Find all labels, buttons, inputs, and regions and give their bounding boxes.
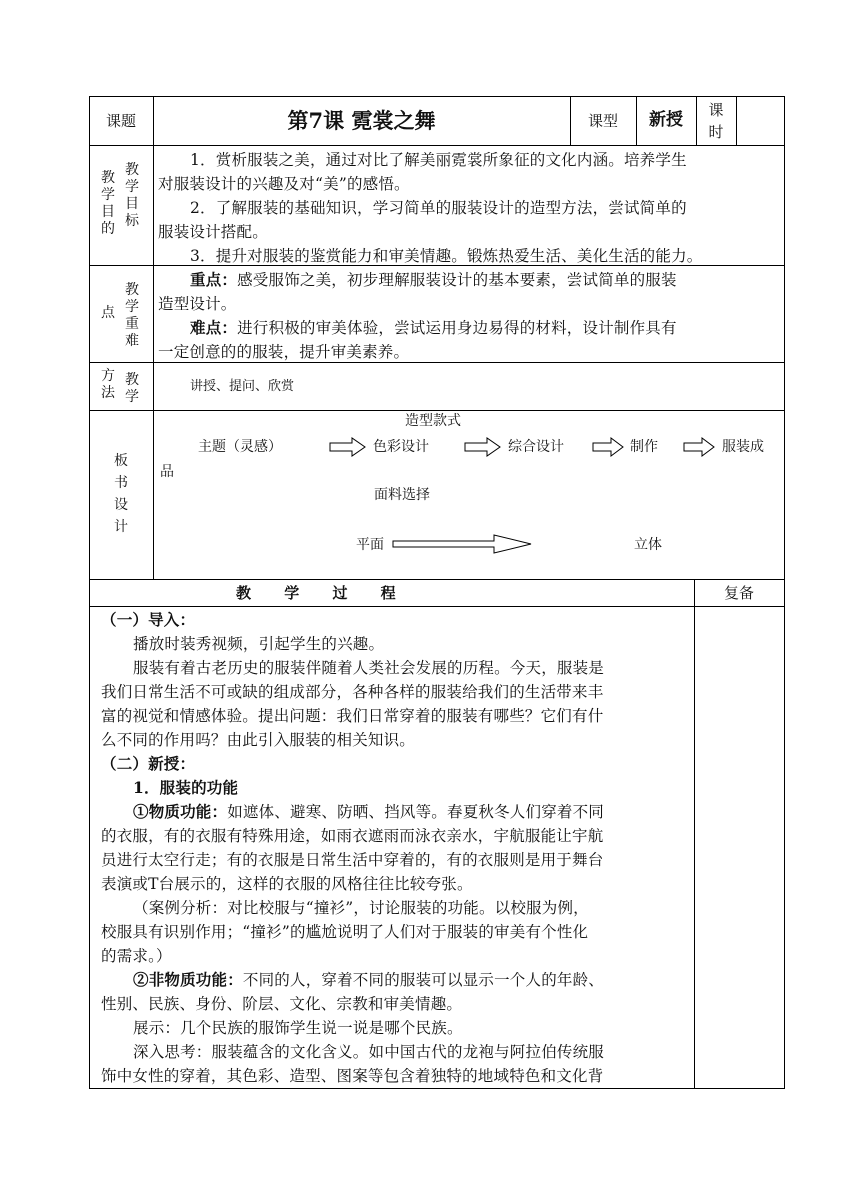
type-label: 课型 xyxy=(587,112,618,130)
process-body xyxy=(89,606,694,1088)
arrow-flat-to-solid xyxy=(393,535,531,553)
process-line: 员进行太空行走；有的衣服是日常生活中穿着的，有的衣服则是用于舞台 xyxy=(101,851,604,869)
table-border-top xyxy=(89,96,785,97)
subsection-function-heading: 1．服装的功能 xyxy=(133,778,239,797)
objective-line-4: 服装设计搭配。 xyxy=(158,223,268,241)
process-line: 表演或T台展示的，这样的衣服的风格往往比较夸张。 xyxy=(101,875,473,893)
objective-line-2: 对服装设计的兴趣及对“美”的感悟。 xyxy=(158,175,410,193)
arrow-3 xyxy=(593,438,623,456)
hard-point-label: 难点： xyxy=(190,318,238,337)
methods-label-left: 方法 xyxy=(101,368,115,401)
process-line: 深入思考：服装蕴含的文化含义。如中国古代的龙袍与阿拉伯传统服 xyxy=(133,1043,605,1061)
section-new-heading: （二）新授： xyxy=(101,754,196,773)
board-step-finished: 服装成 xyxy=(722,439,764,455)
key-point-line-1 xyxy=(190,268,677,292)
process-line xyxy=(133,968,604,992)
keypoints-label-left: 点 xyxy=(101,305,115,321)
process-line: 么不同的作用吗？由此引入服装的相关知识。 xyxy=(101,731,416,749)
board-label: 板书设计 xyxy=(114,453,128,535)
label-column-divider xyxy=(153,96,154,580)
hard-point-line-2: 一定创意的的服装，提升审美素养。 xyxy=(158,343,410,361)
material-function-label: ①物质功能： xyxy=(133,802,228,821)
board-flat: 平面 xyxy=(356,537,384,553)
objective-line-3: 2．了解服装的基础知识，学习简单的服装设计的造型方法，尝试简单的 xyxy=(190,199,687,217)
table-border-bottom xyxy=(89,1088,785,1089)
process-line: 校服具有识别作用；“撞衫”的尴尬说明了人们对于服装的审美有个性化 xyxy=(101,923,589,941)
nonmaterial-function-label: ②非物质功能： xyxy=(133,970,243,989)
nonmaterial-function-text: 不同的人，穿着不同的服装可以显示一个人的年龄、 xyxy=(242,971,605,989)
key-point-text: 感受服饰之美，初步理解服装设计的基本要素，尝试简单的服装 xyxy=(237,271,677,289)
topic-label: 课题 xyxy=(105,112,136,130)
process-line: 播放时装秀视频，引起学生的兴趣。 xyxy=(133,635,385,653)
methods-value: 讲授、提问、欣赏 xyxy=(190,379,295,394)
lesson-title: 第7课 霓裳之舞 xyxy=(287,108,436,133)
objective-line-5: 3．提升对服装的鉴赏能力和审美情趣。锻炼热爱生活、美化生活的能力。 xyxy=(190,247,703,265)
keypoints-label-right: 教学重难 xyxy=(125,282,139,349)
process-line: 性别、民族、身份、阶层、文化、宗教和审美情趣。 xyxy=(101,995,463,1013)
board-step-theme: 主题（灵感） xyxy=(198,439,282,455)
header-divider-3 xyxy=(696,96,697,146)
process-line: 服装有着古老历史的服装伴随着人类社会发展的历程。今天，服装是 xyxy=(133,659,605,677)
process-line xyxy=(133,800,604,824)
hours-label: 课时 xyxy=(708,101,724,141)
objective-line-1: 1．赏析服装之美，通过对比了解美丽霓裳所象征的文化内涵。培养学生 xyxy=(190,151,687,169)
process-line: 饰中女性的穿着，其色彩、造型、图案等包含着独特的地域特色和文化背 xyxy=(101,1067,604,1085)
process-line: 我们日常生活不可或缺的组成部分，各种各样的服装给我们的生活带来丰 xyxy=(101,683,604,701)
board-step-color: 色彩设计 xyxy=(373,439,429,455)
arrow-4 xyxy=(684,438,714,456)
board-top-note: 造型款式 xyxy=(405,413,461,429)
key-point-line-2: 造型设计。 xyxy=(158,295,237,313)
process-line: 展示：几个民族的服饰学生说一说是哪个民族。 xyxy=(133,1019,463,1037)
board-solid: 立体 xyxy=(634,537,662,553)
process-line: （案例分析：对比校服与“撞衫”，讨论服装的功能。以校服为例， xyxy=(133,899,589,917)
process-line: 的衣服，有的衣服有特殊用途，如雨衣遮雨而泳衣亲水，宇航服能让宇航 xyxy=(101,827,604,845)
board-step-make: 制作 xyxy=(630,439,658,455)
board-fabric: 面料选择 xyxy=(374,487,430,503)
header-divider-4 xyxy=(736,96,737,146)
arrow-2 xyxy=(465,438,500,456)
hard-point-text: 进行积极的审美体验，尝试运用身边易得的材料，设计制作具有 xyxy=(237,319,677,337)
hard-point-line-1 xyxy=(190,316,677,340)
process-line: 的需求。） xyxy=(101,947,172,965)
objectives-label-right: 教学目标 xyxy=(125,162,139,229)
section-intro-heading: （一）导入： xyxy=(101,610,196,629)
board-step-finished-wrap: 品 xyxy=(160,464,174,480)
process-line: 富的视觉和情感体验。提出问题：我们日常穿着的服装有哪些？它们有什 xyxy=(101,707,604,725)
process-heading: 教 学 过 程 xyxy=(236,584,410,602)
material-function-text: 如遮体、避寒、防晒、挡风等。春夏秋冬人们穿着不同 xyxy=(227,803,605,821)
review-column-divider xyxy=(694,579,695,1089)
row-divider-objectives xyxy=(89,145,785,146)
methods-label-right: 教学 xyxy=(125,372,139,405)
board-step-combined: 综合设计 xyxy=(508,439,564,455)
objectives-label-left: 教学目的 xyxy=(101,170,115,237)
key-point-label: 重点： xyxy=(190,270,238,289)
type-value: 新授 xyxy=(649,110,683,130)
row-divider-process-heading xyxy=(89,579,785,580)
table-border-right xyxy=(784,96,785,1089)
arrow-1 xyxy=(330,438,365,456)
review-label: 复备 xyxy=(723,584,754,602)
